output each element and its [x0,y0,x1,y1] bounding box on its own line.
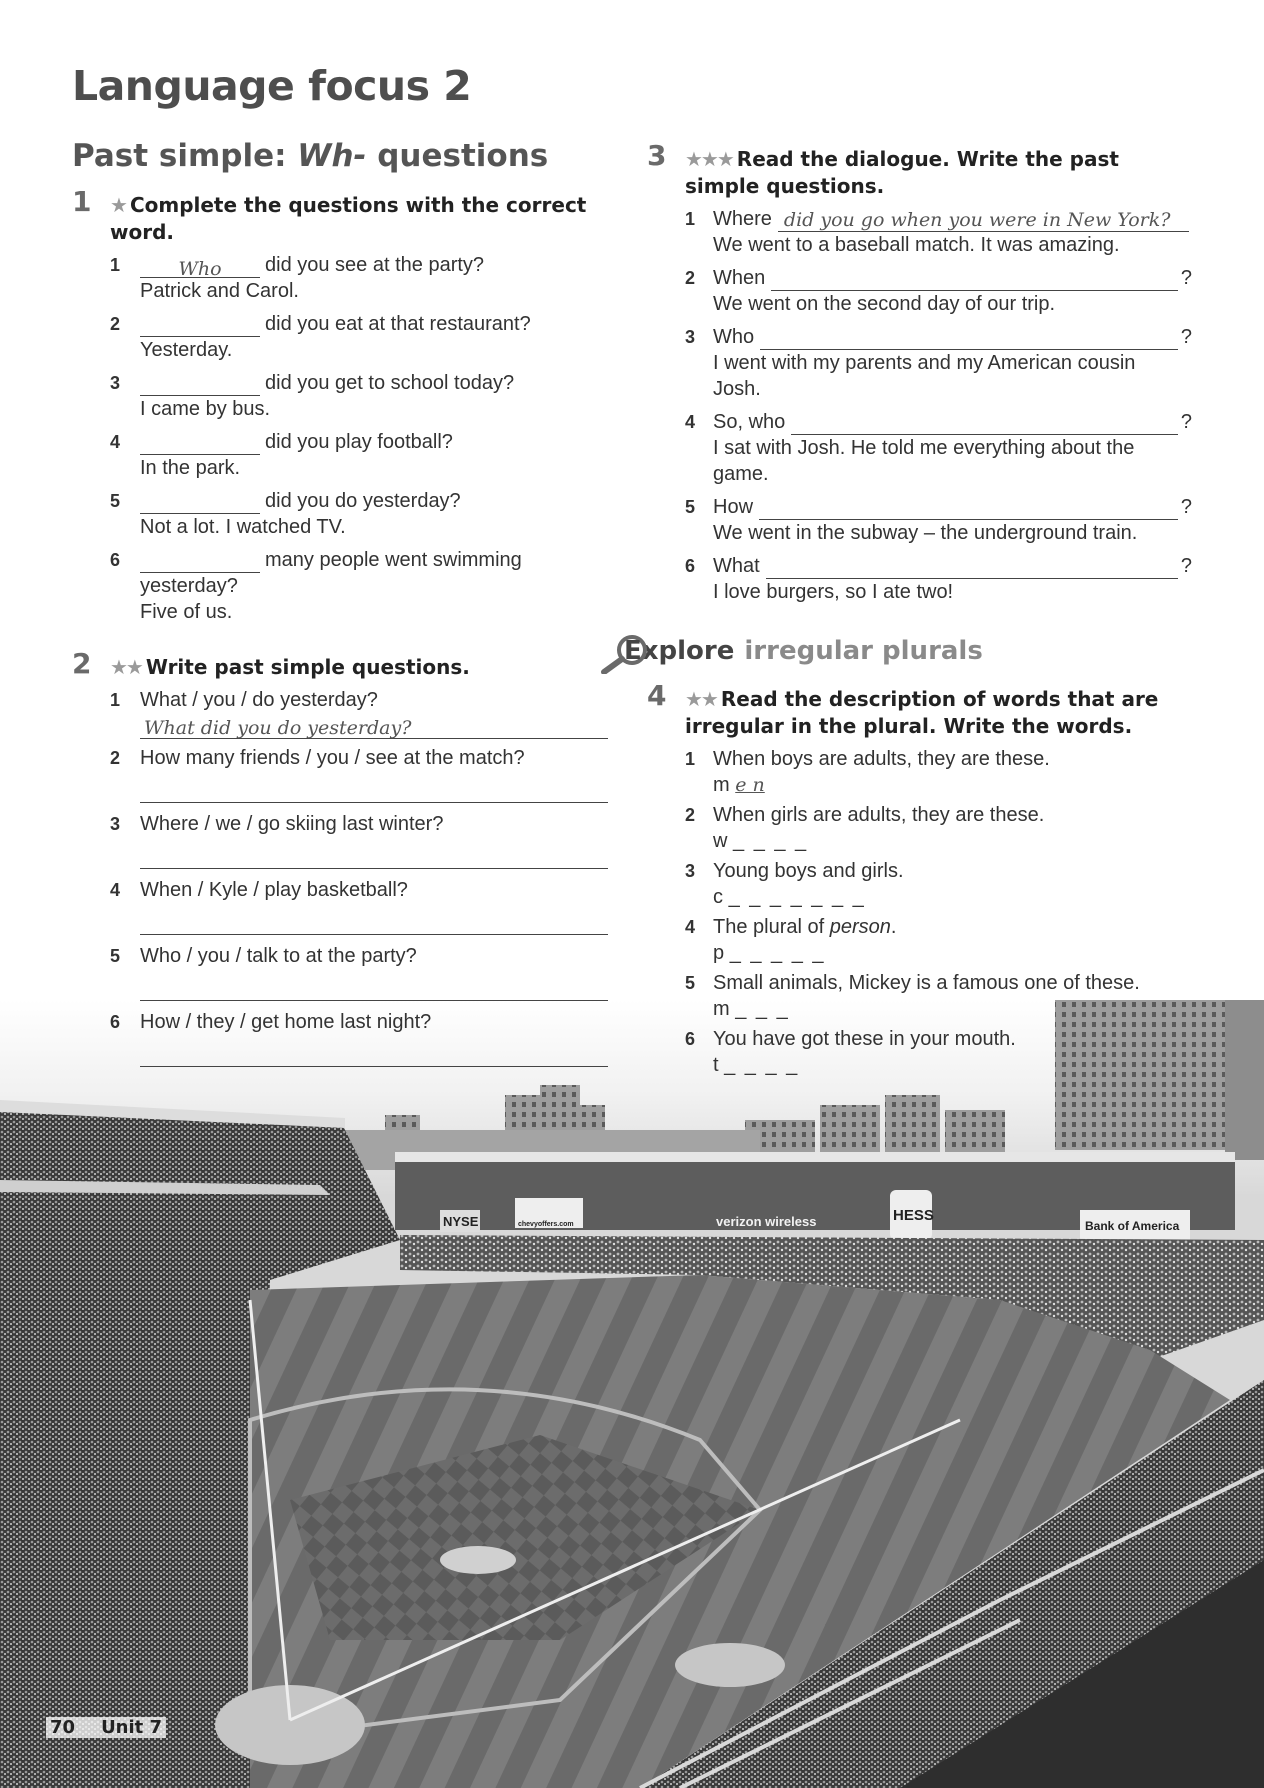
list-item: 4 did you play football? In the park. [110,431,453,479]
list-item: 3 Who ? I went with my parents and my American cousin Josh. [685,326,1192,400]
star-icon: ★★ [685,687,717,711]
exercise-2-items [72,687,592,1067]
answer-letters[interactable]: _ _ _ _ [733,830,809,852]
answer-blank[interactable] [140,433,260,455]
answer-line[interactable]: did you go when you were in New York? [778,210,1189,232]
answer-line[interactable] [140,1037,608,1067]
sign-bank: Bank of America [1085,1219,1180,1233]
answer-blank[interactable] [140,315,260,337]
exercise-instruction: Read the description of words that are irregular in the plural. Write the words. [685,687,1159,738]
answer-blank[interactable] [140,374,260,396]
list-item: 4 The plural of person. p _ _ _ _ _ [685,916,897,964]
list-item: 2 When girls are adults, they are these. w _ _ _ _ [685,804,1045,852]
exercise-number: 4 [647,679,667,712]
list-item: 1 Who did you see at the party? Patrick and Carol. [110,254,485,302]
exercise-instruction: Write past simple questions. [145,655,470,679]
exercise-number: 2 [72,647,92,680]
exercise-3-items [647,206,1192,605]
answer-line[interactable] [766,557,1178,579]
star-icon: ★★★ [685,147,733,171]
answer-line[interactable]: What did you do yesterday? [140,715,608,739]
exercise-1-items [72,252,592,625]
sign-chevy: chevyoffers.com [518,1221,574,1228]
list-item: 1 When boys are adults, they are these. m e n [685,748,1050,796]
answer-line[interactable] [140,773,608,803]
exercise-4-heading [647,679,1192,740]
list-item: 5 did you do yesterday? Not a lot. I watched TV. [110,490,461,538]
sign-nyse: NYSE [443,1214,479,1229]
exercise-2-heading [72,647,592,681]
sign-hess: HESS [893,1207,934,1224]
exercise-4 [647,679,1192,1078]
section-title: Past simple: Wh- questions [72,138,549,174]
exercise-2 [72,647,592,1067]
page-number: 70 [50,1717,76,1738]
answer-line[interactable] [140,971,608,1001]
list-item: 4 When / Kyle / play basketball? [72,877,592,935]
list-item: 1 Where did you go when you were in New York? We went to a baseball match. It was amazing. [647,206,1192,258]
answer-blank[interactable]: Who [140,256,260,278]
list-item: 6 You have got these in your mouth. t _ _ _ _ [685,1028,1016,1076]
list-item: 5 How ? We went in the subway – the underground train. [685,496,1192,544]
list-item: 5 Who / you / talk to at the party? [72,943,592,1001]
answer-line[interactable] [791,413,1178,435]
answer-line[interactable] [759,498,1178,520]
exercise-1 [72,185,592,625]
answer-letters[interactable]: _ _ _ _ _ [729,942,826,964]
exercise-1-heading [72,185,592,246]
exercise-4-items [647,746,1192,1078]
exercise-number: 1 [72,185,92,218]
unit-label: Unit 7 [101,1717,163,1738]
list-item: 6 What ? I love burgers, so I ate two! [685,555,1192,603]
explore-heading: Explore irregular plurals [606,636,983,666]
exercise-3 [647,139,1192,605]
list-item: 3 Young boys and girls. c _ _ _ _ _ _ _ [685,860,904,908]
list-item: 4 So, who ? I sat with Josh. He told me everything about the game. [685,411,1192,485]
exercise-instruction: Complete the questions with the correct word. [110,193,587,244]
list-item: 6 How / they / get home last night? [72,1009,592,1067]
list-item: 2 When ? We went on the second day of our trip. [685,267,1192,315]
answer-blank[interactable] [140,492,260,514]
list-item: 2 How many friends / you / see at the match? [72,745,592,803]
list-item: 3 did you get to school today? I came by bus. [110,372,515,420]
answer-line[interactable] [140,905,608,935]
exercise-3-heading [647,139,1192,200]
list-item: 5 Small animals, Mickey is a famous one of these. m _ _ _ [685,972,1140,1020]
page-title: Language focus 2 [72,62,472,110]
answer-blank[interactable] [140,551,260,573]
answer-letters[interactable]: _ _ _ [735,998,790,1020]
star-icon: ★ [110,193,126,217]
sign-verizon: verizon wireless [716,1214,817,1229]
answer-letters[interactable]: _ _ _ _ [724,1054,800,1076]
answer-line[interactable] [771,269,1178,291]
exercise-instruction: Read the dialogue. Write the past simple questions. [685,147,1119,198]
list-item: 6 many people went swimming yesterday? Five of us. [110,549,522,623]
exercise-number: 3 [647,139,667,172]
answer-line[interactable] [140,839,608,869]
list-item: 2 did you eat at that restaurant? Yesterday. [110,313,531,361]
answer-letters[interactable]: _ _ _ _ _ _ _ [728,886,866,908]
star-icon: ★★ [110,655,142,679]
list-item: 1 What / you / do yesterday? What did you do yesterday? [72,687,592,739]
page-footer [46,1717,166,1738]
answer-letters[interactable]: e n [735,774,765,796]
answer-line[interactable] [760,328,1178,350]
list-item: 3 Where / we / go skiing last winter? [72,811,592,869]
